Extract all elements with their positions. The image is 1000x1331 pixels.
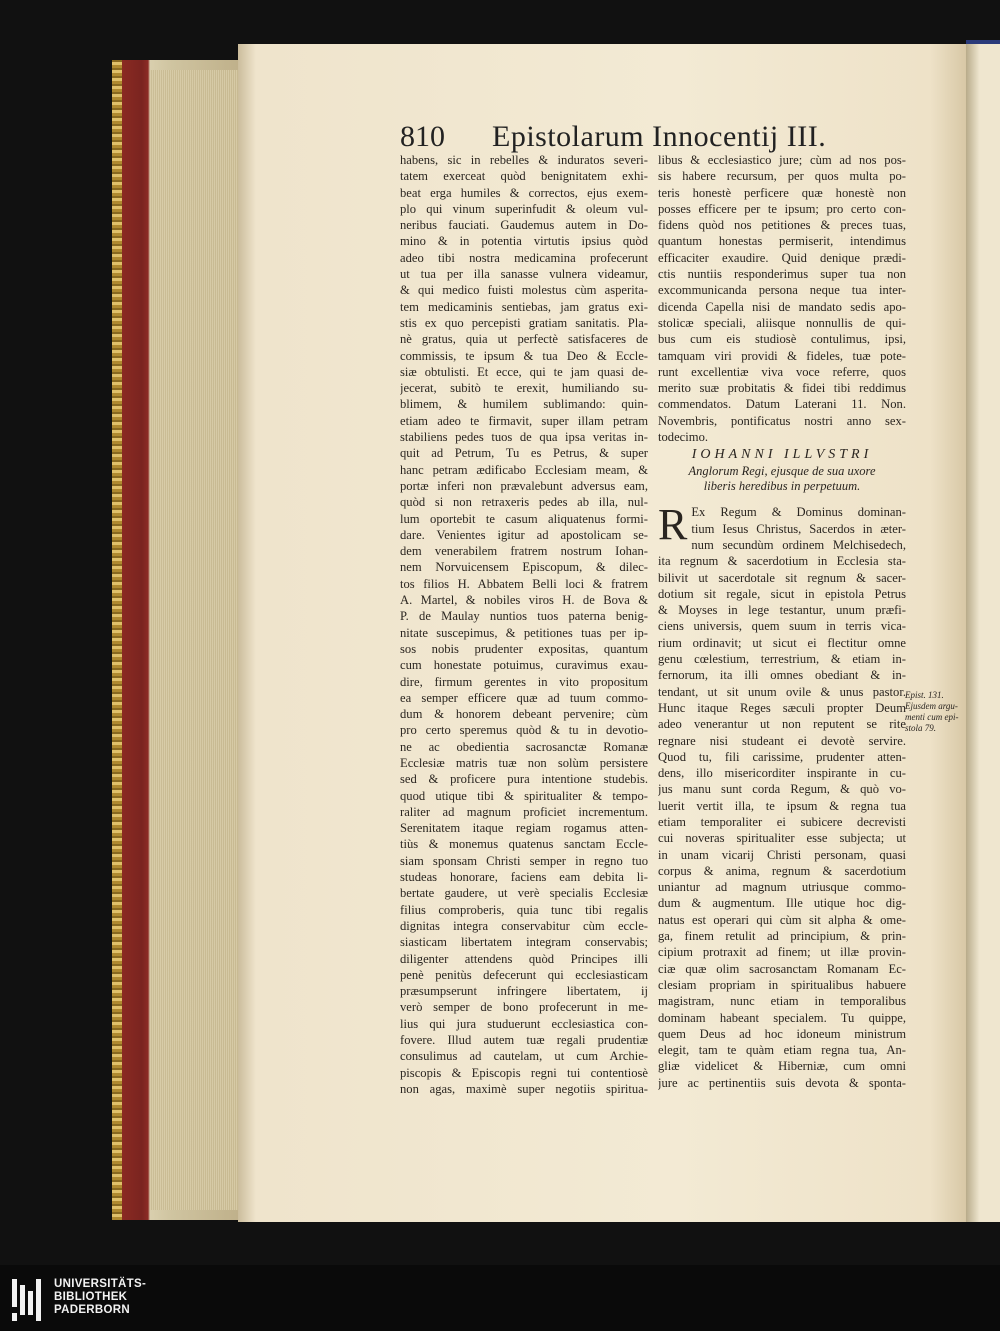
text-line: quod utique tibi & spiritualiter & tempo- xyxy=(400,788,648,803)
text-line: nitate suscepimus, & petitiones tuas per ip- xyxy=(400,625,648,640)
text-line: & Moyses in lege testantur, unum præfi- xyxy=(658,603,906,618)
text-line: corpus & anima, regnum & sacerdotium xyxy=(658,863,906,878)
text-line: ea semper efficere quæ ad tuum commo- xyxy=(400,690,648,705)
text-line: cum honestate potuimus, curavimus exau- xyxy=(400,658,648,673)
text-line: neribus fauciati. Gaudemus autem in Do- xyxy=(400,218,648,233)
text-line: studeas honorare, faciens eam debita li- xyxy=(400,870,648,885)
text-line: dare. Venientes igitur ad apostolicam se- xyxy=(400,527,648,542)
text-line: Novembris, pontificatus nostri anno sex- xyxy=(658,413,906,428)
margin-note-line: menti cum epi- xyxy=(905,712,959,722)
text-line: A. Martel, & nobiles viros H. de Bova & xyxy=(400,593,648,608)
text-line: dignitas integra conservabitur cùm eccle- xyxy=(400,918,648,933)
text-line: dicenda Capella nisi de mandato sedis apo- xyxy=(658,299,906,314)
text-column-right xyxy=(658,152,906,1091)
facing-page-fragment xyxy=(966,44,1000,1222)
text-line: ga, finem retulit ad principium, & prin- xyxy=(658,929,906,944)
running-title: Epistolarum Innocentij III. xyxy=(492,120,827,153)
text-line: bilivit ut sacerdotale sit regnum & sacer- xyxy=(658,570,906,585)
text-line: cui noveras spiritualiter esse subjecta; ut xyxy=(658,831,906,846)
text-line: sed & proficere pura intentione studebis. xyxy=(400,772,648,787)
text-line: Ecclesiæ matris tuæ non solùm persistere xyxy=(400,755,648,770)
text-line: siam sponsam Christi semper in regno tuo xyxy=(400,853,648,868)
text-line: ctis nuntiis responderimus super tua non xyxy=(658,267,906,282)
text-line: Hunc itaque Reges sæculi propter Deum xyxy=(658,700,906,715)
text-line: Quod tu, fili carissime, prudenter atten- xyxy=(658,749,906,764)
text-line: quantum honestas permiserit, intendimus xyxy=(658,234,906,249)
text-line: raliter ad magnum proficiet incrementum. xyxy=(400,804,648,819)
text-line: in unam vicarij Christi personam, quasi xyxy=(658,847,906,862)
text-line: tos filios H. Abbatem Belli loci & fratrem xyxy=(400,576,648,591)
text-line: stis ex quo percepisti gratiam sanitatis. Pla- xyxy=(400,315,648,330)
text-line: pro certo speremus quòd & tu in devotio- xyxy=(400,723,648,738)
text-line: gliæ videlicet & Hiberniæ, cum omni xyxy=(658,1059,906,1074)
text-line: todecimo. xyxy=(658,430,709,445)
letter-closing-text xyxy=(658,152,906,445)
text-line: dominam habeant specialem. Tu quippe, xyxy=(658,1010,906,1025)
text-line: quòd si non retraxeris pedes ab illa, nul- xyxy=(400,495,648,510)
text-line: etiam adeo te firmavit, super illam petram xyxy=(400,413,648,428)
text-line: jus manu sunt corda Regum, & quò vo- xyxy=(658,782,906,797)
text-line: verò semper de bono profecerunt in me- xyxy=(400,1000,648,1015)
text-line: ciens universis, quem suum in terris vica- xyxy=(658,619,906,634)
text-line: nem Norvuicensem Episcopum, & dilec- xyxy=(400,560,648,575)
logo-line: BIBLIOTHEK xyxy=(54,1291,128,1303)
text-line: merito suæ probitatis & fidei tibi reddimus xyxy=(658,381,906,396)
text-line: natus est operari qui cùm sit alpha & ome- xyxy=(658,912,906,927)
footer-bar xyxy=(0,1265,1000,1331)
text-line: dotium sit regale, sicut in epistola Petrus xyxy=(658,586,906,601)
text-line: dum & honorem debeant pervenire; cùm xyxy=(400,707,648,722)
drop-capital: R xyxy=(658,500,688,550)
text-line: & qui medico fuisti molestus cùm asperita- xyxy=(400,283,648,298)
text-line: siæ obtulisti. Et ecce, qui te jam quasi de- xyxy=(400,364,648,379)
text-line: uniantur ad magnum utriusque commo- xyxy=(658,880,906,895)
text-line: penè penitùs defecerunt qui ecclesiasticam xyxy=(400,967,648,982)
letter-opening-lines xyxy=(658,500,906,553)
letter-body-text xyxy=(658,553,906,1091)
library-logo-icon xyxy=(12,1279,48,1321)
text-line: beat erga humiles & correctos, ejus exem- xyxy=(400,185,648,200)
text-line: tium Iesus Christus, Sacerdos in æter- xyxy=(691,521,906,536)
text-line: cipium protraxit ad finem; ut illæ provin- xyxy=(658,945,906,960)
text-line: commendatos. Datum Laterani 11. Non. xyxy=(658,397,906,412)
text-line: magistram, nunc etiam in temporalibus xyxy=(658,994,906,1009)
text-line: habens, sic in rebelles & induratos severi- xyxy=(400,153,648,167)
text-line: P. de Maulay nuntios tuos paterna benig- xyxy=(400,609,648,624)
text-line: hanc petram ædificabo Ecclesiam meam, & xyxy=(400,462,648,477)
text-line: ut tua per illa sanasse vulnera videamur, xyxy=(400,267,648,282)
text-line: num secundùm ordinem Melchisedech, xyxy=(691,537,906,552)
text-line: plo qui vinum superinfudit & oleum vul- xyxy=(400,201,648,216)
text-line: Ex Regum & Dominus dominan- xyxy=(691,505,906,520)
text-line: fernorum, ita illi omnes obediant & in- xyxy=(658,668,906,683)
text-line: dem venerabilem fratrem nostrum Iohan- xyxy=(400,544,648,559)
text-line: ciæ quæ olim sacrosanctam Romanam Ec- xyxy=(658,961,906,976)
library-logo-text xyxy=(54,1278,146,1317)
text-line: etiam temporaliter ei subicere decrevisti xyxy=(658,814,906,829)
text-line: posses efficere per te ipsum; pro certo con- xyxy=(658,201,906,216)
text-line: luerit vertit illa, te ipsum & regna tua xyxy=(658,798,906,813)
text-line: tem medicaminis sentiebas, jam gratus exi- xyxy=(400,299,648,314)
text-line: dum & augmentum. Ille utique hoc dig- xyxy=(658,896,906,911)
text-line: sos nobis prudenter expositas, quantum xyxy=(400,641,648,656)
text-line: teris honestè perficere quæ honestè non xyxy=(658,185,906,200)
text-line: jecerat, subitò te erexit, humiliando su- xyxy=(400,381,648,396)
text-line: stabiliens pedes tuos de qua ipsa veritas in- xyxy=(400,430,648,445)
text-line: non agas, maximè super negotiis spiritua- xyxy=(400,1081,648,1096)
text-line: sis habere recursum, per quos multa po- xyxy=(658,169,906,184)
text-line: quem Deus ad hoc idoneum ministrum xyxy=(658,1026,906,1041)
text-line: elegit, tam te quàm etiam regna tua, An- xyxy=(658,1043,906,1058)
text-line: bertate gaudere, ut verè specialis Ecclesiæ xyxy=(400,886,648,901)
text-line: adeo tibi nostra medicamina profecerunt xyxy=(400,250,648,265)
text-line: piscopis & Episcopis regni tui contentiosè xyxy=(400,1065,648,1080)
text-column-left xyxy=(400,152,648,1097)
text-line: jure ac pertinentiis suis devota & sponta- xyxy=(658,1075,906,1090)
letter-heading-line: liberis heredibus in perpetuum. xyxy=(703,479,861,494)
logo-line: UNIVERSITÄTS- xyxy=(54,1278,147,1290)
text-line: stolicæ speciali, aliisque nonnullis de qui- xyxy=(658,315,906,330)
text-line: Serenitatem itaque regiam rogamus atten- xyxy=(400,821,648,836)
text-line: dire, firmum gerentes in vito propositum xyxy=(400,674,648,689)
text-line: runt excellentiæ viva voce referre, quos xyxy=(658,364,906,379)
text-line: præsumpserunt infringere libertatem, ij xyxy=(400,984,648,999)
text-line: libus & ecclesiastico jure; cùm ad nos pos- xyxy=(658,153,906,167)
text-line: fovere. Illud autem tuæ regali prudentiæ xyxy=(400,1033,648,1048)
letter-heading-line: Anglorum Regi, ejusque de sua uxore xyxy=(688,464,876,479)
text-line: lius qui jura studuerunt ecclesiastica con- xyxy=(400,1016,648,1031)
text-line: quit ad Petrum, Tu es Petrus, & super xyxy=(400,446,648,461)
text-line: tendant, ut sit unum ovile & unus pastor. xyxy=(658,684,906,699)
text-line: fidens quòd nos petitiones & preces tuas, xyxy=(658,218,906,233)
text-line: genu cœlestium, terrestrium, & etiam in- xyxy=(658,652,906,667)
text-line: tiùs & monemus quatenus sanctam Eccle- xyxy=(400,837,648,852)
text-line: regnare nisi studeant ei devotè servire. xyxy=(658,733,906,748)
text-line: tatem exerceat quòd benignitatem exhi- xyxy=(400,169,648,184)
text-line: mino & in potentia virtutis ipsius quòd xyxy=(400,234,648,249)
text-line: portæ inferi non prævalebunt adversus eam, xyxy=(400,478,648,493)
text-line: lum oportebit te casum aliquatenus formi- xyxy=(400,511,648,526)
text-line: blimem, & humilem sublimando: quin- xyxy=(400,397,648,412)
text-line: rium ordinavit; ut sicut ei flectitur omne xyxy=(658,635,906,650)
text-line: bus cum eis studiosè contulimus, ipsi, xyxy=(658,332,906,347)
text-line: diligenter attendens quòd Principes illi xyxy=(400,951,648,966)
text-line: siasticam libertatem integram conservabis; xyxy=(400,935,648,950)
letter-body xyxy=(658,500,906,1091)
logo-line: PADERBORN xyxy=(54,1304,130,1316)
text-line: tamquam viri providi & fideles, tuæ pote- xyxy=(658,348,906,363)
text-line: efficaciter exaudire. Quid denique prædi- xyxy=(658,250,906,265)
text-line: ita regnum & sacerdotium in Ecclesia sta- xyxy=(658,554,906,569)
text-line: nè gratus, quia ut perfectè satisfaceres de xyxy=(400,332,648,347)
page-edges xyxy=(150,70,238,1210)
letter-heading xyxy=(658,447,906,494)
margin-note-line: Epist. 131. xyxy=(905,690,944,700)
margin-note-line: Ejusdem argu- xyxy=(905,701,958,711)
margin-note xyxy=(905,690,965,734)
letter-heading-addressee: IOHANNI ILLVSTRI xyxy=(691,447,873,463)
text-line: adeo venerantur ut non reputent se rite xyxy=(658,717,906,732)
text-line: excommunicanda persona neque tua inter- xyxy=(658,283,906,298)
text-line: commissis, te ipsum & tua Deo & Eccle- xyxy=(400,348,648,363)
text-line: filius comproberis, quia tunc tibi regalis xyxy=(400,902,648,917)
text-line: clesiam propriam in spiritualibus habuere xyxy=(658,977,906,992)
text-line: dens, illo misericorditer inspirante in cu- xyxy=(658,766,906,781)
text-line: ne ac obedientia sacrosanctæ Romanæ xyxy=(400,739,648,754)
margin-note-line: stola 79. xyxy=(905,723,937,733)
text-line: consulimus ad cautelam, ut cum Archie- xyxy=(400,1049,648,1064)
page-number: 810 xyxy=(400,120,445,153)
